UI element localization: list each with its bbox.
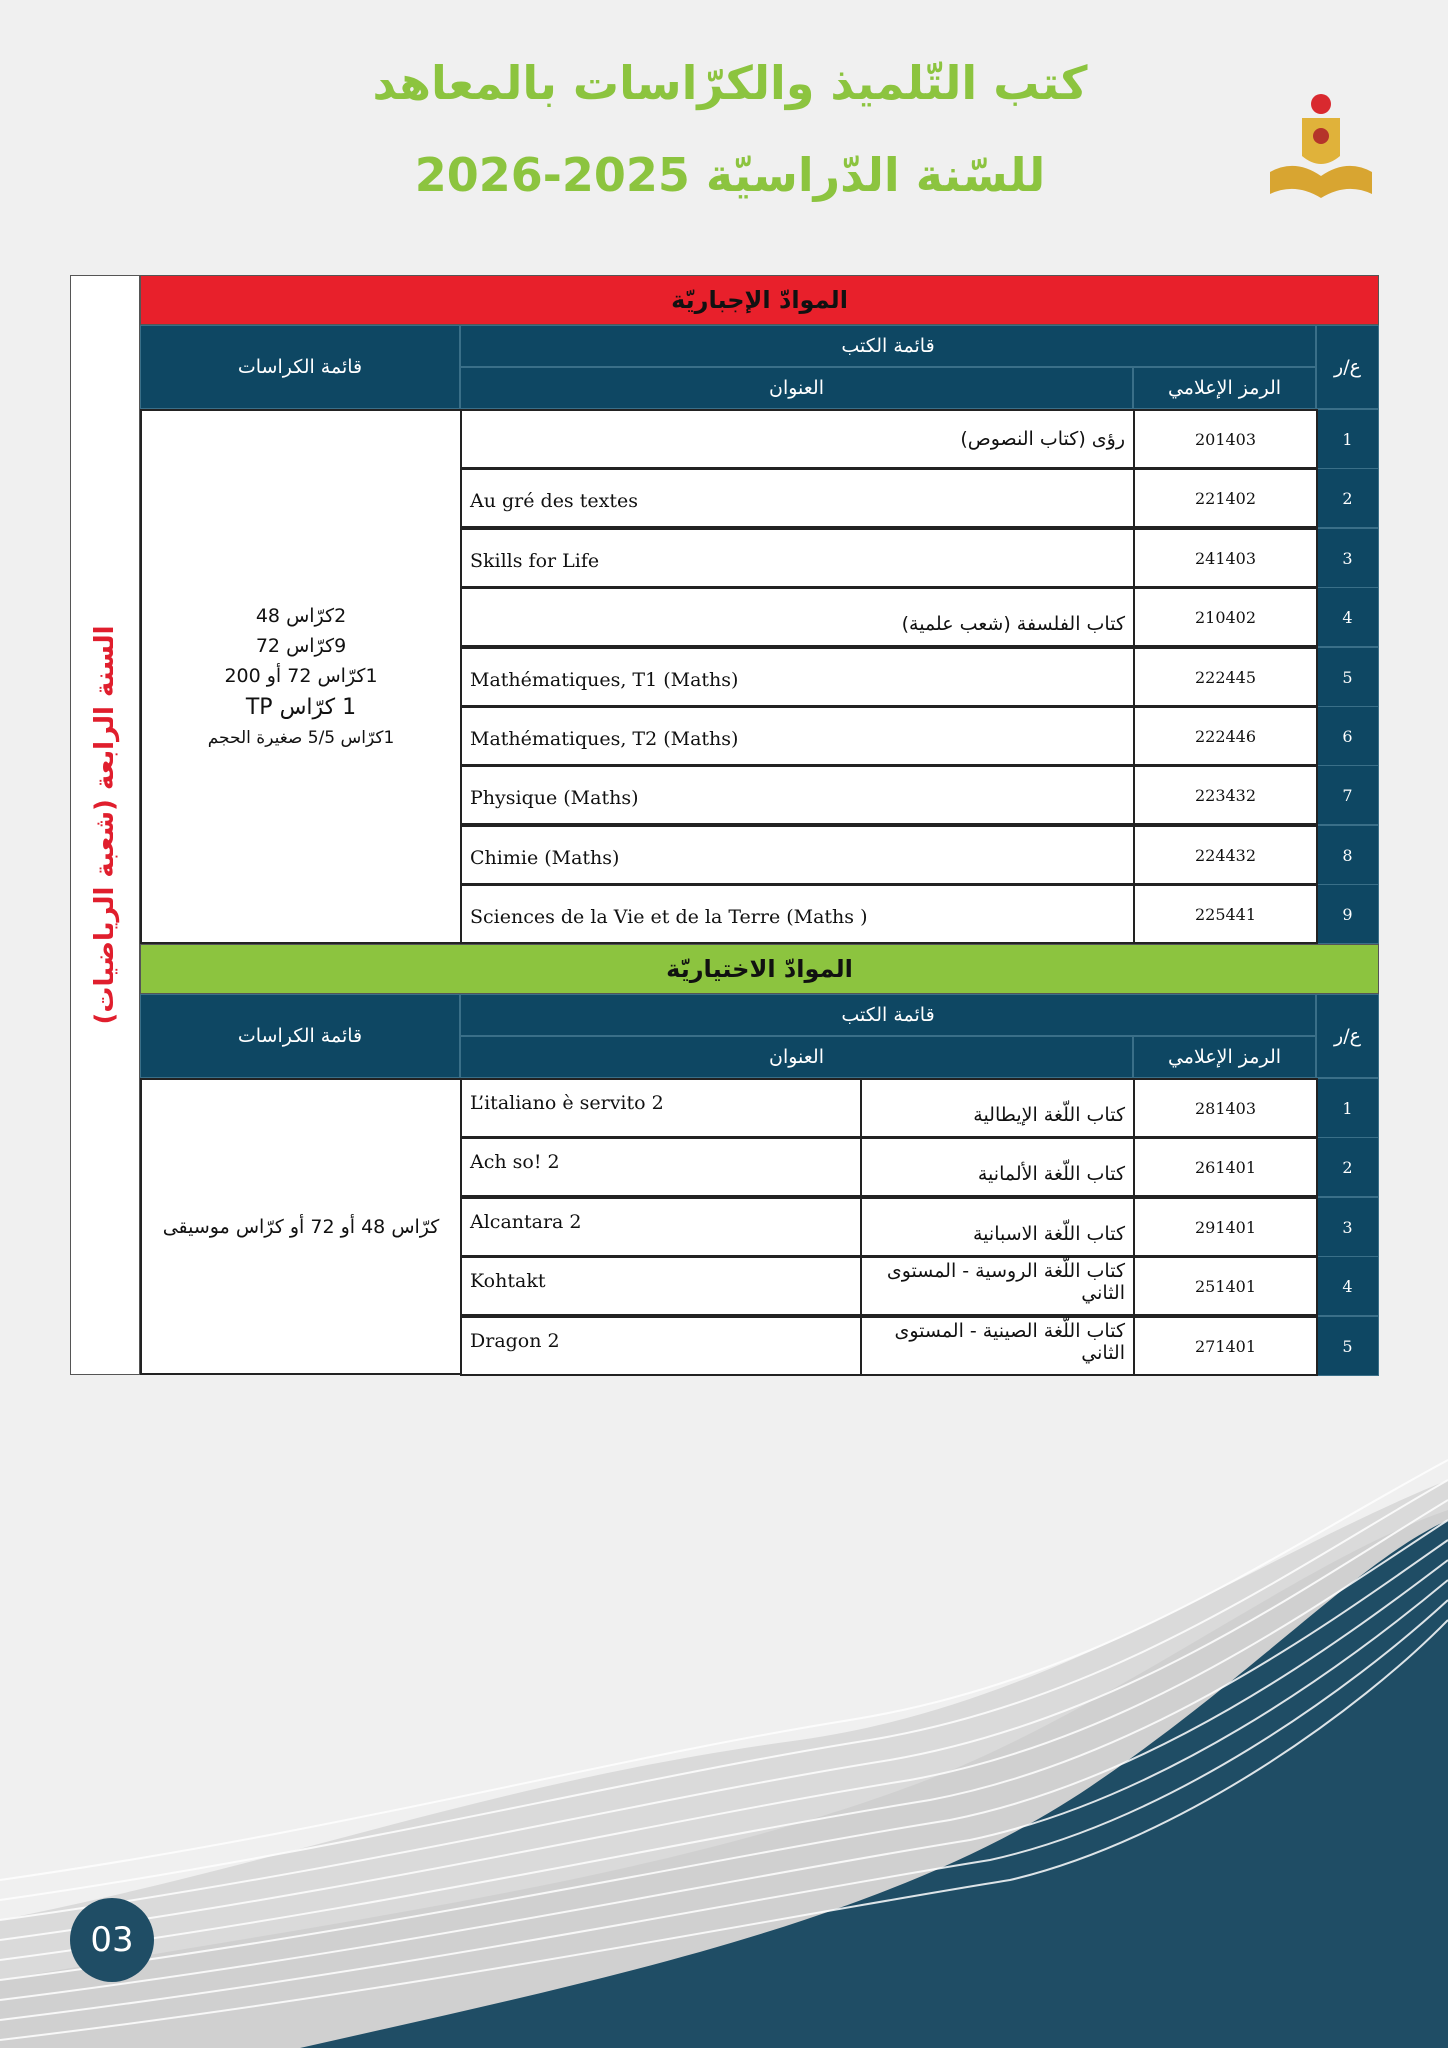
notebook-item: 1كرّاس 5/5 صغيرة الحجم	[207, 728, 395, 748]
col-title-header: العنوان	[460, 367, 1133, 409]
notebook-item: 1كرّاس 72 أو 200	[224, 665, 378, 687]
row-number: 4	[1316, 1256, 1379, 1316]
book-code: 271401	[1133, 1316, 1318, 1376]
section-optional-title: الموادّ الاختياريّة	[140, 944, 1379, 994]
opt-col-num-header: ع/ر	[1316, 994, 1379, 1078]
row-number: 6	[1316, 706, 1379, 766]
book-code: 222445	[1133, 647, 1318, 707]
notebook-item: 9كرّاس 72	[255, 635, 347, 657]
required-notebooks	[140, 409, 462, 944]
book-code: 225441	[1133, 884, 1318, 944]
book-code: 222446	[1133, 706, 1318, 766]
book-title-foreign: Alcantara 2	[460, 1197, 862, 1257]
book-title-arabic: كتاب اللّغة الروسية - المستوى الثاني	[860, 1256, 1135, 1316]
book-title-arabic: كتاب اللّغة الألمانية	[860, 1137, 1135, 1197]
opt-col-title-header: العنوان	[460, 1036, 1133, 1078]
row-number: 2	[1316, 468, 1379, 528]
row-number: 2	[1316, 1137, 1379, 1197]
book-title: Skills for Life	[460, 528, 1135, 588]
book-title: رؤى (كتاب النصوص)	[460, 409, 1135, 469]
book-code: 210402	[1133, 587, 1318, 647]
book-code: 201403	[1133, 409, 1318, 469]
book-code: 291401	[1133, 1197, 1318, 1257]
optional-notebooks	[140, 1078, 462, 1375]
book-title: كتاب الفلسفة (شعب علمية)	[460, 587, 1135, 647]
row-number: 1	[1316, 409, 1379, 469]
row-number: 3	[1316, 1197, 1379, 1257]
section-required-title: الموادّ الإجباريّة	[140, 275, 1379, 325]
book-title-arabic: كتاب اللّغة الاسبانية	[860, 1197, 1135, 1257]
col-code-header: الرمز الإعلامي	[1133, 367, 1316, 409]
book-title-arabic: كتاب اللّغة الصينية - المستوى الثاني	[860, 1316, 1135, 1376]
decorative-waves	[0, 1360, 1448, 2048]
row-number: 7	[1316, 765, 1379, 825]
row-number: 8	[1316, 825, 1379, 885]
book-title: Mathématiques, T2 (Maths)	[460, 706, 1135, 766]
book-code: 221402	[1133, 468, 1318, 528]
book-code: 281403	[1133, 1078, 1318, 1138]
side-label: السنة الرابعة (شعبة الرياضيات)	[90, 625, 120, 1025]
book-title-foreign: Ach so! 2	[460, 1137, 862, 1197]
row-number: 3	[1316, 528, 1379, 588]
book-code: 241403	[1133, 528, 1318, 588]
page-number: 03	[70, 1898, 154, 1982]
book-title-foreign: L’italiano è servito 2	[460, 1078, 862, 1138]
ministry-logo	[1262, 62, 1380, 232]
opt-col-code-header: الرمز الإعلامي	[1133, 1036, 1316, 1078]
opt-col-books-header: قائمة الكتب	[460, 994, 1316, 1036]
book-title-arabic: كتاب اللّغة الإيطالية	[860, 1078, 1135, 1138]
book-title: Sciences de la Vie et de la Terre (Maths )	[460, 884, 1135, 944]
notebook-item: 1 كرّاس TP	[245, 695, 357, 720]
book-title: Mathématiques, T1 (Maths)	[460, 647, 1135, 707]
row-number: 5	[1316, 1316, 1379, 1376]
book-title: Physique (Maths)	[460, 765, 1135, 825]
book-title-foreign: Dragon 2	[460, 1316, 862, 1376]
row-number: 9	[1316, 884, 1379, 944]
book-code: 261401	[1133, 1137, 1318, 1197]
notebook-item: 2كرّاس 48	[255, 605, 347, 627]
book-code: 251401	[1133, 1256, 1318, 1316]
page-title	[330, 56, 1130, 244]
opt-col-notebooks-header: قائمة الكراسات	[140, 994, 460, 1078]
side-label-box	[70, 275, 140, 1375]
book-code: 224432	[1133, 825, 1318, 885]
row-number: 1	[1316, 1078, 1379, 1138]
title-line-1: كتب التّلميذ والكرّاسات بالمعاهد	[372, 56, 1088, 110]
book-title: Chimie (Maths)	[460, 825, 1135, 885]
book-code: 223432	[1133, 765, 1318, 825]
row-number: 5	[1316, 647, 1379, 707]
col-books-header: قائمة الكتب	[460, 325, 1316, 367]
book-title-foreign: Kohtakt	[460, 1256, 862, 1316]
row-number: 4	[1316, 587, 1379, 647]
col-num-header: ع/ر	[1316, 325, 1379, 409]
notebook-item: كرّاس 48 أو 72 أو كرّاس موسيقى	[162, 1215, 440, 1238]
title-line-2: للسّنة الدّراسيّة 2025-2026	[414, 148, 1046, 202]
book-title: Au gré des textes	[460, 468, 1135, 528]
book-emblem-icon	[1262, 62, 1380, 232]
col-notebooks-header: قائمة الكراسات	[140, 325, 460, 409]
